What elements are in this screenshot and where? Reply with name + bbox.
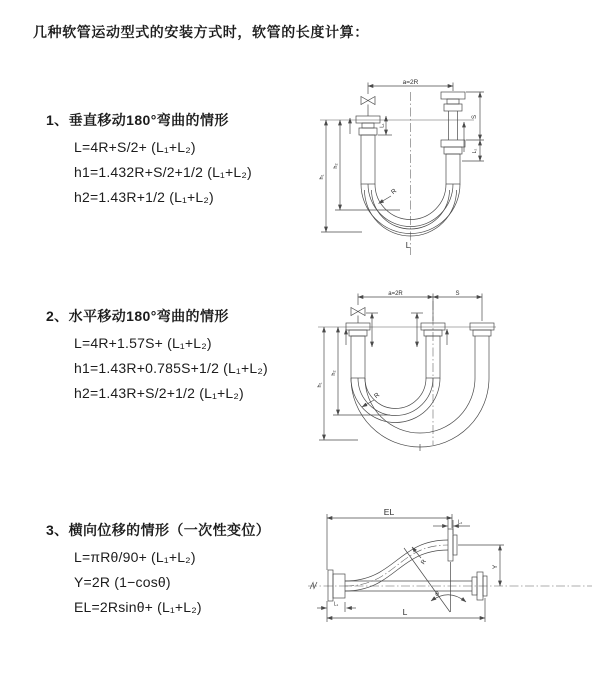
dim-label-r: R	[390, 187, 399, 197]
hose-u-bends	[351, 378, 489, 451]
formula-line: Y=2R (1−cosθ)	[74, 574, 171, 590]
dim-el	[327, 514, 452, 570]
angle-construction	[404, 548, 466, 612]
centerline-break-mark	[310, 582, 317, 589]
formula-line: L=4R+S/2+ (L₁+L₂)	[74, 139, 196, 155]
dim-l2	[433, 520, 470, 534]
dim-label-h1: h₁	[317, 382, 323, 388]
formula-line: L=πRθ/90+ (L₁+L₂)	[74, 549, 196, 565]
valve-icon	[351, 308, 365, 324]
dim-label-l1: L₁	[333, 601, 339, 608]
diagram-lateral-displacement	[300, 500, 600, 645]
dim-a2r-s	[358, 294, 482, 322]
page-title: 几种软管运动型式的安装方式时，软管的长度计算：	[33, 24, 369, 40]
dim-label-l2: L₂	[457, 519, 463, 526]
flange-left	[346, 323, 370, 336]
formula-line: h2=1.43R+1/2 (L₁+L₂)	[74, 189, 214, 205]
right-flange-upper	[441, 92, 465, 140]
formula-line: EL=2Rsinθ+ (L₁+L₂)	[74, 599, 202, 615]
dim-label-a2r: a=2R	[388, 291, 403, 297]
left-flange	[356, 116, 380, 135]
left-flange	[328, 570, 345, 601]
flange-right-moved	[470, 323, 494, 378]
section-2-heading: 2、水平移动180°弯曲的情形	[46, 308, 229, 324]
dim-h2	[333, 327, 390, 415]
dim-label-s: S	[455, 291, 460, 297]
dim-label-r: R	[420, 558, 428, 566]
dim-h1	[319, 327, 358, 440]
hose-braid-left	[351, 336, 365, 378]
section-3-heading: 3、横向位移的情形（一次性变位）	[46, 522, 271, 538]
diagram-horizontal-180-bend	[310, 283, 570, 458]
dim-label-l2: L₂	[472, 148, 478, 154]
valve-icon	[361, 97, 375, 117]
moved-end-flange	[448, 529, 457, 561]
dim-label-l: L	[405, 241, 411, 250]
angle-label-theta: θ	[435, 591, 439, 598]
dim-label-h1: h₁	[319, 174, 325, 180]
radius-leader-arrow	[412, 547, 421, 558]
dim-label-h2: h₂	[333, 163, 339, 169]
dim-label-r: R	[373, 391, 382, 401]
hose-braid-left	[361, 135, 375, 184]
dim-label-h2: h₂	[331, 370, 337, 376]
formula-line: h1=1.43R+0.785S+1/2 (L₁+L₂)	[74, 360, 268, 376]
radius-leader-arrow	[379, 196, 392, 204]
dim-label-a2r: a=2R	[402, 79, 419, 86]
hose-s-curve-moved	[345, 540, 448, 591]
hose-braid-right	[446, 154, 460, 184]
formula-line: L=4R+1.57S+ (L₁+L₂)	[74, 335, 212, 351]
diagram-vertical-180-bend	[312, 72, 562, 262]
right-flange-lower	[441, 140, 465, 154]
formula-line: h1=1.432R+S/2+1/2 (L₁+L₂)	[74, 164, 252, 180]
dim-label-y: Y	[492, 564, 499, 570]
formula-line: h2=1.43R+S/2+1/2 (L₁+L₂)	[74, 385, 244, 401]
dim-label-l1: L₁	[379, 123, 386, 128]
section-1-heading: 1、垂直移动180°弯曲的情形	[46, 112, 229, 128]
dim-label-el: EL	[383, 507, 395, 517]
dim-label-s: S	[472, 114, 478, 120]
dim-h1	[321, 120, 362, 232]
dim-label-l: L	[402, 607, 408, 617]
